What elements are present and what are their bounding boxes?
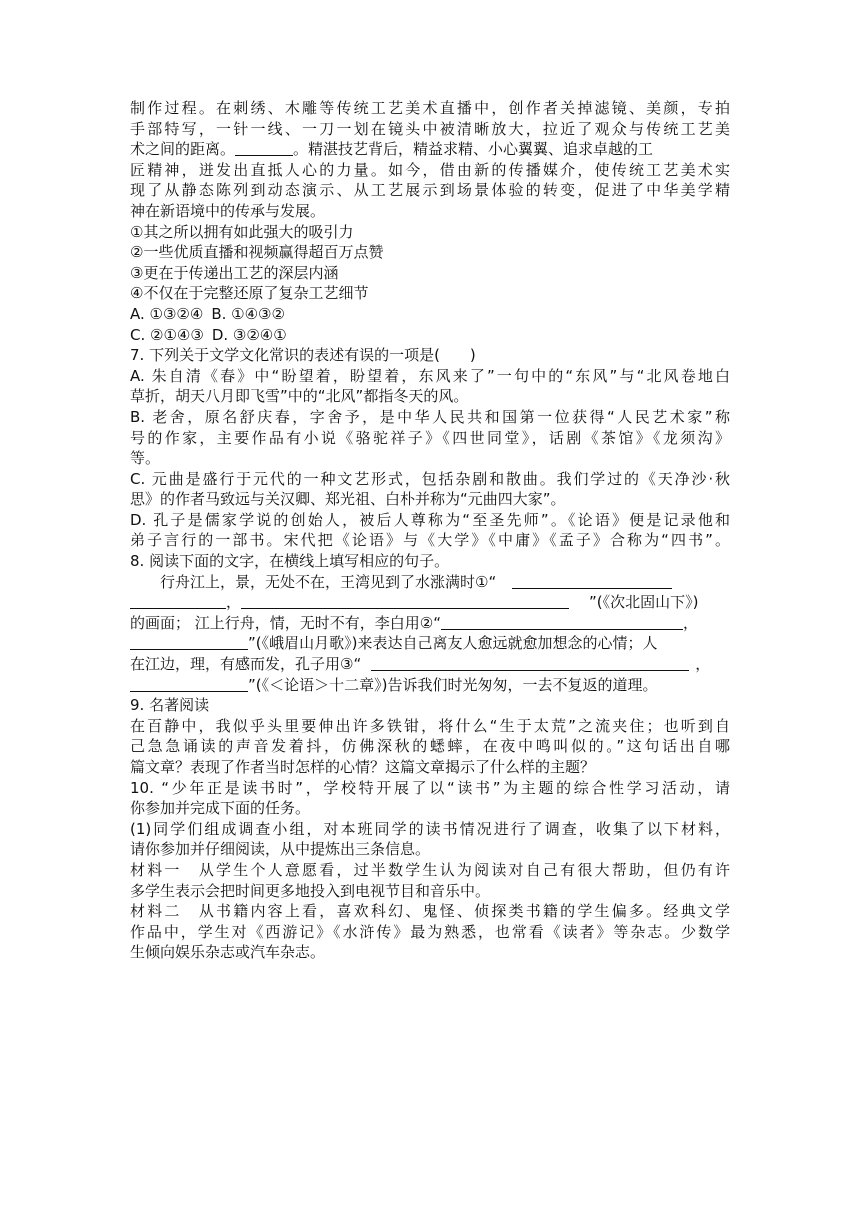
- material-one: 材料一 从学生个人意愿看，过半数学生认为阅读对自己有很大帮助，但仍有许: [130, 860, 730, 879]
- text-segment: 在江边，理，有感而发，孔子用③“: [130, 655, 362, 674]
- sentence-item: ①其之所以拥有如此强大的吸引力: [130, 222, 354, 241]
- text-segment: ”(《＜论语＞十二章》)告诉我们时光匆匆，一去不复返的道理。: [248, 675, 658, 694]
- option-row: [130, 325, 730, 346]
- document-page: [130, 98, 730, 963]
- text-segment: ”(《峨眉山月歌》)来表达自己离友人愈远就愈加想念的心情；人: [248, 634, 658, 653]
- text-line: 手部特写，一针一线、一刀一划在镜头中被清晰放大，拉近了观众与传统工艺美: [130, 119, 730, 138]
- sentence-item: ④不仅在于完整还原了复杂工艺细节: [130, 284, 369, 303]
- text-line: 匠精神，迸发出直抵人心的力量。如今，借由新的传播媒介，使传统工艺美术实: [130, 160, 730, 179]
- answer-blank[interactable]: [235, 140, 293, 156]
- answer-blank[interactable]: [241, 593, 569, 609]
- text-line: [130, 592, 730, 613]
- text-line: [130, 654, 730, 675]
- option-c[interactable]: C. ②①④③: [130, 325, 204, 344]
- text-segment: 术之间的距离。: [130, 140, 236, 159]
- text-line: [130, 572, 730, 593]
- text-line: [130, 675, 730, 696]
- q6-options: [130, 304, 730, 345]
- material-two: 作品中，学生对《西游记》《水浒传》最为熟悉，也常看《读者》等杂志。少数学: [130, 922, 730, 941]
- option-d[interactable]: D. ③②④①: [211, 325, 287, 344]
- option-b-text: 等。: [130, 449, 161, 468]
- text-segment: 的画面； 江上行舟，情，无时不有，李白用②“: [130, 613, 441, 632]
- question-stem: 你参加并完成下面的任务。: [130, 799, 311, 818]
- option-b-text: 号的作家，主要作品有小说《骆驼祥子》《四世同堂》，话剧《茶馆》《龙须沟》: [130, 428, 730, 447]
- text-line: [130, 613, 730, 634]
- text-line: [130, 633, 730, 654]
- material-two: 材料二 从书籍内容上看，喜欢科幻、鬼怪、侦探类书籍的学生偏多。经典文学: [130, 902, 730, 921]
- material-one: 多学生表示会把时间更多地投入到电视节目和音乐中。: [130, 881, 491, 900]
- text-segment: ，: [683, 613, 699, 632]
- text-line: 己急急诵读的声音发着抖，仿佛深秋的蟋蟀，在夜中鸣叫似的。”这句话出自哪: [130, 737, 730, 756]
- text-line: 篇文章？表现了作者当时怎样的心情？这篇文章揭示了什么样的主题？: [130, 758, 596, 776]
- text-line: 在百静中，我似乎头里要伸出许多铁钳，将什么“生于太荒”之流夹住；也听到自: [130, 716, 730, 735]
- text-line: 现了从静态陈列到动态演示、从工艺展示到场景体验的转变，促进了中华美学精: [130, 181, 730, 200]
- passage-q6: [130, 98, 730, 222]
- text-line: [130, 139, 730, 160]
- option-a[interactable]: A. ①③②④: [130, 304, 204, 323]
- answer-blank[interactable]: [130, 676, 248, 692]
- task-text: 请你参加并仔细阅读，从中提炼出三条信息。: [130, 840, 431, 859]
- task-text: (1)同学们组成调查小组，对本班同学的读书情况进行了调查，收集了以下材料，: [130, 819, 730, 838]
- option-b[interactable]: B. ①④③②: [211, 304, 285, 323]
- answer-blank[interactable]: [512, 573, 672, 589]
- option-c-text: C. 元曲是盛行于元代的一种文艺形式，包括杂剧和散曲。我们学过的《天净沙·秋: [130, 469, 730, 488]
- option-a-text: 草折，胡天八月即飞雪”中的“北风”都指冬天的风。: [130, 387, 469, 406]
- text-segment: ，: [226, 593, 242, 612]
- option-c-text: 思》的作者马致远与关汉卿、郑光祖、白朴并称为“元曲四大家”。: [130, 490, 566, 509]
- answer-blank[interactable]: [130, 634, 248, 650]
- question-stem: 10. “少年正是读书时”，学校特开展了以“读书”为主题的综合性学习活动，请: [130, 778, 730, 797]
- option-d-text: D. 孔子是儒家学说的创始人，被后人尊称为“至圣先师”。《论语》便是记录他和: [130, 510, 730, 529]
- text-line: 制作过程。在刺绣、木雕等传统工艺美术直播中，创作者关掉滤镜、美颜，专拍: [130, 99, 730, 117]
- q6-sentence-list: [130, 222, 730, 304]
- question-9: [130, 695, 730, 777]
- question-stem: 7. 下列关于文学文化常识的表述有误的一项是( ): [130, 346, 476, 365]
- question-title: 9. 名著阅读: [130, 696, 210, 715]
- text-segment: 。精湛技艺背后，精益求精、小心翼翼、追求卓越的工: [293, 140, 654, 159]
- sentence-item: ②一些优质直播和视频赢得超百万点赞: [130, 243, 384, 262]
- question-7: [130, 345, 730, 551]
- option-a-text: A. 朱自清《春》中“盼望着，盼望着，东风来了”一句中的“东风”与“北风卷地白: [130, 366, 730, 385]
- answer-blank[interactable]: [130, 593, 226, 609]
- answer-blank[interactable]: [371, 655, 689, 671]
- option-d-text: 弟子言行的一部书。宋代把《论语》与《大学》《中庸》《孟子》合称为“四书”。: [130, 531, 730, 550]
- text-segment: 行舟江上，景，无处不在，王湾见到了水涨满时①“: [160, 572, 497, 591]
- material-two: 生倾向娱乐杂志或汽车杂志。: [130, 943, 326, 962]
- answer-blank[interactable]: [441, 614, 683, 630]
- question-8: [130, 551, 730, 695]
- text-segment: ”(《次北固山下》): [589, 593, 699, 612]
- text-line: 神在新语境中的传承与发展。: [130, 201, 326, 220]
- option-row: [130, 304, 730, 325]
- question-stem: 8. 阅读下面的文字，在横线上填写相应的句子。: [130, 552, 450, 571]
- text-segment: ，: [695, 655, 711, 674]
- question-10: [130, 778, 730, 963]
- sentence-item: ③更在于传递出工艺的深层内涵: [130, 263, 339, 282]
- option-b-text: B. 老舍，原名舒庆春，字舍予，是中华人民共和国第一位获得“人民艺术家”称: [130, 407, 730, 426]
